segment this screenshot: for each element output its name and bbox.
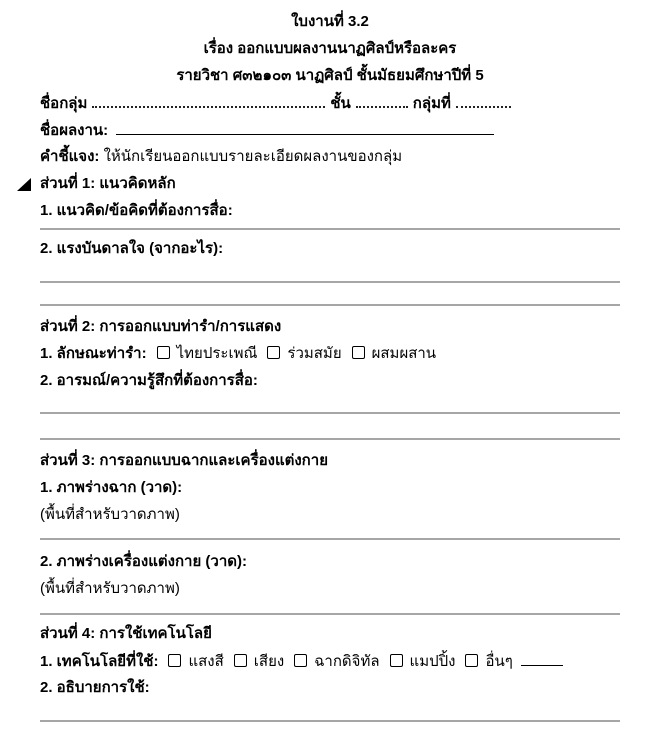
section-1-question-1: 1. แนวคิด/ข้อคิดที่ต้องการสื่อ: (40, 202, 233, 219)
cursor-triangle-icon (17, 178, 31, 191)
option-contemporary: ร่วมสมัย (287, 345, 342, 362)
work-name-field[interactable] (116, 116, 494, 135)
option-sound: เสียง (253, 653, 285, 670)
page-title: ใบงานที่ 3.2 (291, 13, 369, 30)
section-1-header: ส่วนที่ 1: แนวคิดหลัก (40, 175, 176, 192)
instructions-row (40, 143, 620, 170)
option-digital-backdrop: ฉากดิจิทัล (314, 653, 380, 670)
answer-line (40, 412, 620, 414)
answer-line (40, 613, 620, 615)
section-1-question-2: 2. แรงบันดาลใจ (จากอะไร): (40, 240, 224, 257)
answer-line (40, 538, 620, 540)
group-info-row (40, 89, 620, 116)
group-no-label: กลุ่มที่ (412, 95, 451, 112)
section-4-question-2: 2. อธิบายการใช้: (40, 679, 150, 696)
class-field[interactable] (356, 89, 408, 108)
section-3-question-2: 2. ภาพร่างเครื่องแต่งกาย (วาด): (40, 553, 247, 570)
section-3-question-1: 1. ภาพร่างฉาก (วาด): (40, 479, 183, 496)
page-subtitle: เรื่อง ออกแบบผลงานนาฏศิลป์หรือละคร (203, 40, 457, 57)
checkbox-other[interactable] (465, 654, 478, 667)
dance-style-label: 1. ลักษณะท่ารำ: (40, 345, 147, 362)
answer-line (40, 228, 620, 230)
checkbox-contemporary[interactable] (267, 346, 280, 359)
answer-line (40, 720, 620, 722)
checkbox-thai-traditional[interactable] (157, 346, 170, 359)
work-name-row (40, 116, 620, 143)
answer-line (40, 304, 620, 306)
group-name-field[interactable] (92, 89, 325, 108)
technology-used-label: 1. เทคโนโลยีที่ใช้: (40, 653, 159, 670)
work-name-label: ชื่อผลงาน: (40, 122, 109, 139)
scene-sketch-note: (พื้นที่สำหรับวาดภาพ) (40, 506, 180, 523)
section-1-header-row (40, 170, 620, 197)
section-4-question-1-row (40, 647, 620, 674)
section-4-header: ส่วนที่ 4: การใช้เทคโนโลยี (40, 625, 212, 642)
other-technology-field[interactable] (521, 647, 563, 666)
section-2-question-1-row (40, 340, 620, 367)
answer-line (40, 281, 620, 283)
instructions-label: คำชี้แจง: (40, 148, 100, 165)
checkbox-digital-backdrop[interactable] (294, 654, 307, 667)
checkbox-mapping[interactable] (390, 654, 403, 667)
checkbox-mixed[interactable] (352, 346, 365, 359)
class-label: ชั้น (330, 95, 351, 112)
section-2-header: ส่วนที่ 2: การออกแบบท่ารำ/การแสดง (40, 318, 282, 335)
option-mapping: แมปปิ้ง (409, 653, 456, 670)
section-2-question-2: 2. อารมณ์/ความรู้สึกที่ต้องการสื่อ: (40, 372, 258, 389)
group-no-field[interactable] (456, 89, 511, 108)
checkbox-sound[interactable] (234, 654, 247, 667)
option-thai-traditional: ไทยประเพณี (176, 345, 258, 362)
option-mixed: ผสมผสาน (371, 345, 437, 362)
option-lighting: แสงสี (188, 653, 224, 670)
costume-sketch-note: (พื้นที่สำหรับวาดภาพ) (40, 580, 180, 597)
option-other: อื่นๆ (485, 653, 513, 670)
checkbox-lighting[interactable] (168, 654, 181, 667)
section-3-header: ส่วนที่ 3: การออกแบบฉากและเครื่องแต่งกาย (40, 452, 328, 469)
course-line: รายวิชา ศ๓๒๑๐๓ นาฏศิลป์ ชั้นมัธยมศึกษาปีที่ 5 (176, 67, 484, 84)
group-name-label: ชื่อกลุ่ม (40, 95, 88, 112)
answer-line (40, 438, 620, 440)
instructions-text: ให้นักเรียนออกแบบรายละเอียดผลงานของกลุ่ม (103, 148, 403, 165)
